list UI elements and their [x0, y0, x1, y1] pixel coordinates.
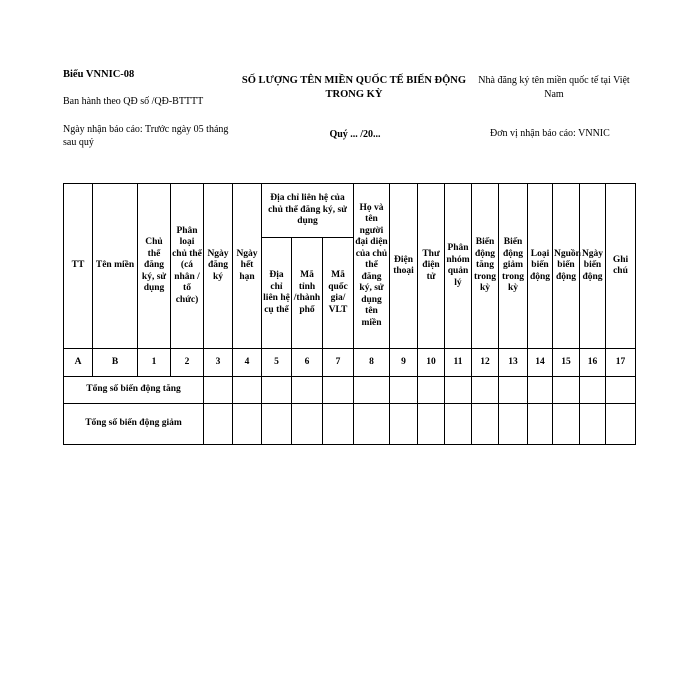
col-header-address-detail: Địa chỉ liên hệ cụ thể [262, 238, 292, 349]
col-header-change-date: Ngày biến động [580, 184, 606, 349]
table-cell[interactable] [445, 404, 472, 445]
table-cell[interactable] [553, 377, 580, 404]
table-cell[interactable] [499, 404, 528, 445]
col-header-email: Thư điện tử [418, 184, 445, 349]
column-code: 14 [528, 349, 553, 377]
column-code: 17 [606, 349, 636, 377]
col-header-address-group: Địa chỉ liên hệ của chủ thể đăng ký, sử dụng [262, 184, 354, 238]
total-decrease-row [64, 404, 636, 445]
table-cell[interactable] [445, 377, 472, 404]
col-header-registration-date: Ngày đăng ký [204, 184, 233, 349]
col-header-increase: Biến động tăng trong kỳ [472, 184, 499, 349]
column-code: 15 [553, 349, 580, 377]
col-header-change-source: Nguồn biến động [553, 184, 580, 349]
col-header-expiry-date: Ngày hết hạn [233, 184, 262, 349]
column-code: 4 [233, 349, 262, 377]
col-header-tt: TT [64, 184, 93, 349]
report-quarter: Quý ... /20... [329, 129, 381, 140]
table-cell[interactable] [390, 404, 418, 445]
col-header-country-code: Mã quốc gia/ VLT [323, 238, 354, 349]
table-cell[interactable] [418, 377, 445, 404]
report-title: SỐ LƯỢNG TÊN MIỀN QUỐC TẾ BIẾN ĐỘNG TRONG KỲ [241, 75, 467, 100]
column-code: B [93, 349, 138, 377]
table-cell[interactable] [262, 377, 292, 404]
table-cell[interactable] [354, 404, 390, 445]
column-code: 11 [445, 349, 472, 377]
table-cell[interactable] [580, 377, 606, 404]
table-cell[interactable] [292, 377, 323, 404]
column-code: 1 [138, 349, 171, 377]
column-code-row [64, 349, 636, 377]
table-cell[interactable] [606, 377, 636, 404]
table-cell[interactable] [233, 404, 262, 445]
report-deadline: Ngày nhận báo cáo: Trước ngày 05 tháng sau quý [63, 124, 229, 148]
table-cell[interactable] [472, 404, 499, 445]
table-cell[interactable] [262, 404, 292, 445]
table-cell[interactable] [292, 404, 323, 445]
reporting-unit: Nhà đăng ký tên miền quốc tế tại Việt Nam [478, 75, 630, 100]
total-decrease-label: Tổng số biến động giảm [64, 404, 204, 445]
table-cell[interactable] [233, 377, 262, 404]
col-header-decrease: Biến động giảm trong kỳ [499, 184, 528, 349]
table-cell[interactable] [580, 404, 606, 445]
column-code: 7 [323, 349, 354, 377]
col-header-domain-name: Tên miền [93, 184, 138, 349]
table-cell[interactable] [204, 404, 233, 445]
col-header-change-type: Loại biến động [528, 184, 553, 349]
table-cell[interactable] [472, 377, 499, 404]
total-increase-label: Tổng số biến động tăng [64, 377, 204, 404]
table-cell[interactable] [606, 404, 636, 445]
table-cell[interactable] [418, 404, 445, 445]
column-code: 8 [354, 349, 390, 377]
table-cell[interactable] [499, 377, 528, 404]
report-table [63, 183, 636, 445]
receiving-unit: Đơn vị nhận báo cáo: VNNIC [490, 128, 610, 139]
column-code: 12 [472, 349, 499, 377]
table-cell[interactable] [323, 377, 354, 404]
col-header-representative: Họ và tên người đại diện của chủ thể đăng ký, sử dụng tên miền [354, 184, 390, 349]
col-header-holder-type: Phân loại chủ thể (cá nhân / tổ chức) [171, 184, 204, 349]
col-header-management-group: Phân nhóm quản lý [445, 184, 472, 349]
column-code: 2 [171, 349, 204, 377]
table-cell[interactable] [553, 404, 580, 445]
table-cell[interactable] [390, 377, 418, 404]
column-code: 16 [580, 349, 606, 377]
col-header-note: Ghi chú [606, 184, 636, 349]
column-code: 10 [418, 349, 445, 377]
table-cell[interactable] [354, 377, 390, 404]
col-header-holder: Chủ thể đăng ký, sử dụng [138, 184, 171, 349]
column-code: 13 [499, 349, 528, 377]
column-code: 5 [262, 349, 292, 377]
column-code: 9 [390, 349, 418, 377]
table-cell[interactable] [528, 377, 553, 404]
col-header-province-code: Mã tỉnh /thành phố [292, 238, 323, 349]
table-cell[interactable] [528, 404, 553, 445]
column-code: A [64, 349, 93, 377]
header-row-1 [64, 184, 636, 238]
table-cell[interactable] [323, 404, 354, 445]
total-increase-row [64, 377, 636, 404]
column-code: 6 [292, 349, 323, 377]
col-header-phone: Điện thoại [390, 184, 418, 349]
form-code: Biểu VNNIC-08 [63, 69, 135, 80]
issuance-decision: Ban hành theo QĐ số /QĐ-BTTTT [63, 96, 204, 107]
table-cell[interactable] [204, 377, 233, 404]
column-code: 3 [204, 349, 233, 377]
